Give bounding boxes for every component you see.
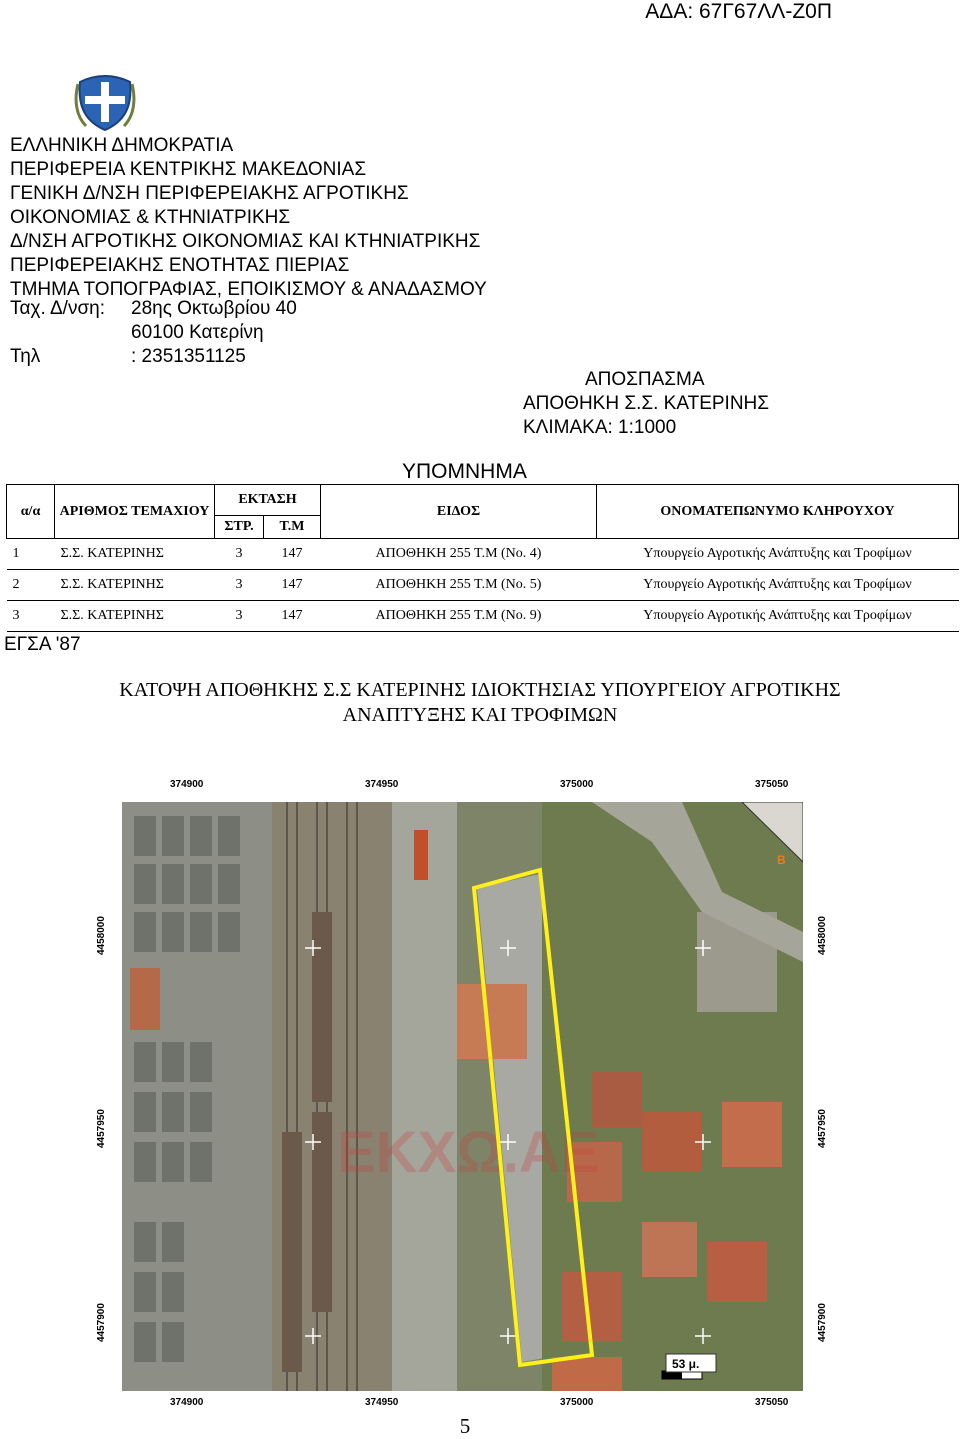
cell-parcel: Σ.Σ. ΚΑΤΕΡΙΝΗΣ: [55, 570, 215, 601]
x-coordinate-label: 375050: [755, 1397, 789, 1408]
plan-title-line: ΚΑΤΟΨΗ ΑΠΟΘΗΚΗΣ Σ.Σ ΚΑΤΕΡΙΝΗΣ ΙΔΙΟΚΤΗΣΙΑΣ ΥΠΟΥΡΓΕΙΟΥ ΑΓΡΟΤΙΚΗΣ: [119, 679, 841, 701]
cell-type: ΑΠΟΘΗΚΗ 255 Τ.Μ (Νο. 4): [321, 539, 597, 570]
aerial-photo: [122, 802, 803, 1391]
col-header-area: ΕΚΤΑΣΗ: [215, 485, 321, 516]
x-coordinate-label: 374950: [365, 1397, 399, 1408]
x-coordinate-label: 374950: [365, 779, 399, 790]
extract-block: [523, 368, 769, 440]
cell-owner: Υπουργείο Αγροτικής Ανάπτυξης και Τροφίμων: [597, 570, 959, 601]
phone-number: : 2351351125: [131, 346, 246, 367]
extract-scale: ΚΛΙΜΑΚΑ: 1:1000: [523, 417, 677, 438]
header-line: ΕΛΛΗΝΙΚΗ ΔΗΜΟΚΡΑΤΙΑ: [10, 135, 234, 156]
address-street: 28ης Οκτωβρίου 40: [131, 298, 297, 319]
scale-label: 53 μ.: [672, 1357, 700, 1371]
cell-aa: 1: [7, 539, 55, 570]
greek-coat-of-arms-icon: [74, 72, 136, 134]
cell-parcel: Σ.Σ. ΚΑΤΕΡΙΝΗΣ: [55, 539, 215, 570]
col-header-tm: Τ.Μ: [264, 516, 321, 539]
col-header-owner: ΟΝΟΜΑΤΕΠΩΝΥΜΟ ΚΛΗΡΟΥΧΟΥ: [597, 485, 959, 539]
cell-tm: 147: [264, 539, 321, 570]
table-row: [7, 570, 959, 601]
page-number: 5: [459, 1414, 471, 1438]
cell-aa: 2: [7, 570, 55, 601]
ada-number: ΑΔΑ: 67Γ67ΛΛ-Ζ0Π: [645, 0, 832, 23]
header-line: ΠΕΡΙΦΕΡΕΙΑΚΗΣ ΕΝΟΤΗΤΑΣ ΠΙΕΡΙΑΣ: [10, 255, 350, 276]
plan-title: [0, 678, 960, 728]
header-line: ΤΜΗΜΑ ΤΟΠΟΓΡΑΦΙΑΣ, ΕΠΟΙΚΙΣΜΟΥ & ΑΝΑΔΑΣΜΟΥ: [10, 279, 487, 300]
north-marker: B: [777, 853, 786, 867]
y-coordinate-label: 4457950: [96, 1109, 107, 1148]
address-label: Ταχ. Δ/νση:: [10, 298, 106, 319]
y-coordinate-label: 4458000: [817, 916, 828, 955]
header-line: ΟΙΚΟΝΟΜΙΑΣ & ΚΤΗΝΙΑΤΡΙΚΗΣ: [10, 207, 291, 228]
cell-aa: 3: [7, 601, 55, 632]
legend-table: [6, 484, 959, 632]
header-line: ΓΕΝΙΚΗ Δ/ΝΣΗ ΠΕΡΙΦΕΡΕΙΑΚΗΣ ΑΓΡΟΤΙΚΗΣ: [10, 183, 409, 204]
phone-label: Τηλ: [10, 346, 41, 367]
cell-owner: Υπουργείο Αγροτικής Ανάπτυξης και Τροφίμων: [597, 539, 959, 570]
cell-owner: Υπουργείο Αγροτικής Ανάπτυξης και Τροφίμων: [597, 601, 959, 632]
y-coordinate-label: 4457950: [817, 1109, 828, 1148]
header-line: ΠΕΡΙΦΕΡΕΙΑ ΚΕΝΤΡΙΚΗΣ ΜΑΚΕΔΟΝΙΑΣ: [10, 159, 367, 180]
header-line: Δ/ΝΣΗ ΑΓΡΟΤΙΚΗΣ ΟΙΚΟΝΟΜΙΑΣ ΚΑΙ ΚΤΗΝΙΑΤΡΙΚΗΣ: [10, 231, 481, 252]
cell-str: 3: [215, 601, 264, 632]
address-city: 60100 Κατερίνη: [131, 322, 264, 343]
extract-subject: ΑΠΟΘΗΚΗ Σ.Σ. ΚΑΤΕΡΙΝΗΣ: [523, 393, 770, 414]
extract-title: ΑΠΟΣΠΑΣΜΑ: [585, 369, 705, 390]
cell-type: ΑΠΟΘΗΚΗ 255 Τ.Μ (Νο. 9): [321, 601, 597, 632]
y-coordinate-label: 4457900: [96, 1303, 107, 1342]
col-header-type: ΕΙΔΟΣ: [321, 485, 597, 539]
x-coordinate-label: 375050: [755, 779, 789, 790]
cell-parcel: Σ.Σ. ΚΑΤΕΡΙΝΗΣ: [55, 601, 215, 632]
x-coordinate-label: 374900: [170, 1397, 204, 1408]
cell-str: 3: [215, 539, 264, 570]
x-coordinate-label: 375000: [560, 779, 594, 790]
cell-tm: 147: [264, 570, 321, 601]
y-coordinate-label: 4457900: [817, 1303, 828, 1342]
plan-title-line: ΑΝΑΠΤΥΞΗΣ ΚΑΙ ΤΡΟΦΙΜΩΝ: [342, 704, 618, 726]
x-coordinate-label: 375000: [560, 1397, 594, 1408]
watermark-text: ΕΚΧΩ.ΑΕ: [337, 1120, 600, 1185]
x-coordinate-label: 374900: [170, 779, 204, 790]
coordinate-system-label: ΕΓΣΑ '87: [4, 634, 81, 655]
issuing-authority: [10, 134, 487, 302]
col-header-str: ΣΤΡ.: [215, 516, 264, 539]
orthophoto-map: [0, 770, 960, 1410]
cell-tm: 147: [264, 601, 321, 632]
cell-type: ΑΠΟΘΗΚΗ 255 Τ.Μ (Νο. 5): [321, 570, 597, 601]
y-coordinate-label: 4458000: [96, 916, 107, 955]
legend-title: ΥΠΟΜΝΗΜΑ: [402, 460, 527, 483]
col-header-aa: α/α: [7, 485, 55, 539]
col-header-parcel: ΑΡΙΘΜΟΣ ΤΕΜΑΧΙΟΥ: [55, 485, 215, 539]
cell-str: 3: [215, 570, 264, 601]
table-row: [7, 601, 959, 632]
table-row: [7, 539, 959, 570]
